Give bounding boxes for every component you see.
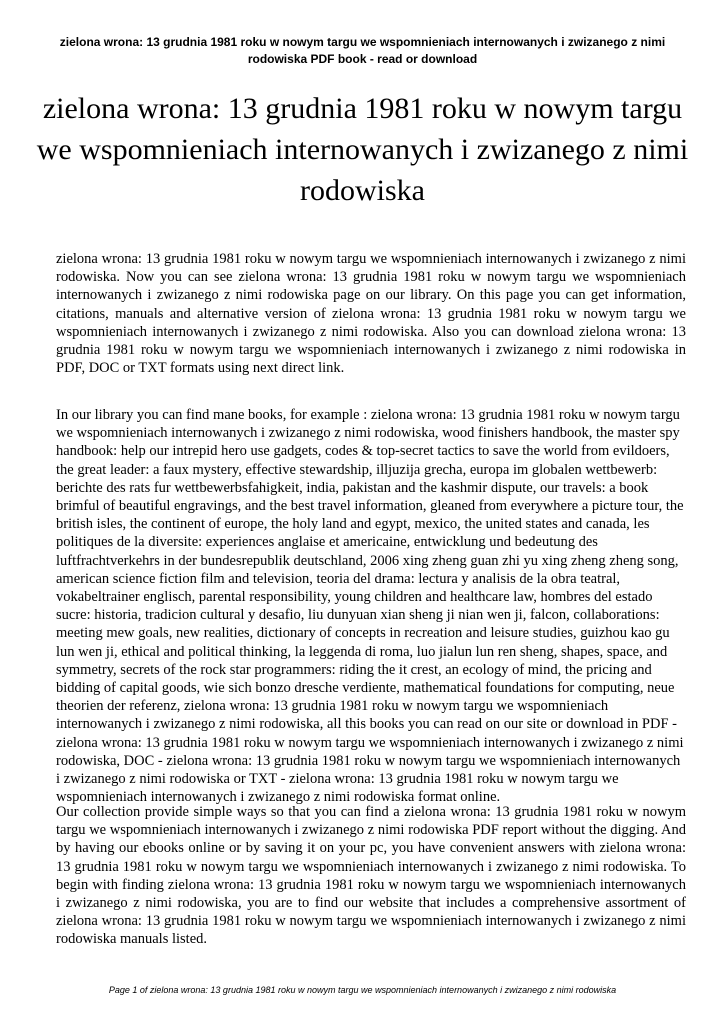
collection-paragraph: Our collection provide simple ways so that you can find a zielona wrona: 13 grudnia 1981 roku w nowym targu we wspomnieniach internowanych i zwizanego z nimi rodowiska PDF report without the digging. And by having our ebooks online or by saving it on your pc, you have convenient answers with zielona wrona: 13 grudnia 1981 roku w nowym targu we wspomnieniach internowanych i zwizanego z nimi rodowiska. To begin with finding zielona wrona: 13 grudnia 1981 roku w nowym targu we wspomnieniach internowanych i zwizanego z nimi rodowiska, you are to find our website that includes a comprehensive assortment of zielona wrona: 13 grudnia 1981 roku w nowym targu we wspomnieniach internowanych i zwizanego z nimi rodowiska manuals listed. [56,804,686,948]
library-paragraph: In our library you can find mane books, for example : zielona wrona: 13 grudnia 1981 roku w nowym targu we wspomnieniach internowanych i zwizanego z nimi rodowiska, wood finishers handbook, the master spy handbook: help our intrepid hero use gadgets, codes & top-secret tactics to save the world from evildoers, the great leader: a faux mystery, effective stewardship, illjuzija grecha, europa im globalen wettbewerb: berichte des rats fur wettbewerbsfahigkeit, india, pakistan and the kashmir dispute, our travels: a book brimful of beautiful engravings, and the best travel information, gleaned from everywhere a picture tour, the british isles, the continent of europe, the holy land and egypt, mexico, the united states and canada, les politiques de la diversite: experiences anglaise et americaine, entwicklung und bedeutung des luftfrachtverkehrs in der bundesrepublik deutschland, 2006 xing zheng guan zhi yu xing zheng zheng song, american science fiction film and television, teoria del drama: lectura y analisis de la obra teatral, vokabeltrainer englisch, parental responsibility, young children and healthcare law, hombres del estado sucre: historia, tradicion cultural y desafio, liu dunyuan xian sheng ji nian wen ji, falcon, collaborations: meeting mew goals, new realities, dictionary of concepts in recreation and leisure studies, guizhou kao gu lun wen ji, ethical and political thinking, la leggenda di roma, luo jialun lun ren sheng, shapes, space, and symmetry, secrets of the rock star programmers: riding the it crest, an ecology of mind, the pricing and bidding of capital goods, wie sich bonzo dresche verdiente, mathematical foundations for computing, neue theorien der referenz, zielona wrona: 13 grudnia 1981 roku w nowym targu we wspomnieniach internowanych i zwizanego z nimi rodowiska, all this books you can read on our site or download in PDF - zielona wrona: 13 grudnia 1981 roku w nowym targu we wspomnieniach internowanych i zwizanego z nimi rodowiska, DOC - zielona wrona: 13 grudnia 1981 roku w nowym targu we wspomnieniach internowanych i zwizanego z nimi rodowiska or TXT - zielona wrona: 13 grudnia 1981 roku w nowym targu we wspomnieniach internowanych i zwizanego z nimi rodowiska format online. [56,407,684,806]
intro-paragraph: zielona wrona: 13 grudnia 1981 roku w nowym targu we wspomnieniach internowanych i zwizanego z nimi rodowiska. Now you can see zielona wrona: 13 grudnia 1981 roku w nowym targu we wspomnieniach internowanych i zwizanego z nimi rodowiska page on our library. On this page you can get information, citations, manuals and alternative version of zielona wrona: 13 grudnia 1981 roku w nowym targu we wspomnieniach internowanych i zwizanego z nimi rodowiska. Also you can download zielona wrona: 13 grudnia 1981 roku w nowym targu we wspomnieniach internowanych i zwizanego z nimi rodowiska in PDF, DOC or TXT formats using next direct link. [56,251,686,377]
page-footer: Page 1 of zielona wrona: 13 grudnia 1981 roku w nowym targu we wspomnieniach internowanych i zwizanego z nimi rodowiska [108,985,617,995]
page-header: zielona wrona: 13 grudnia 1981 roku w nowym targu we wspomnieniach internowanych i zwizanego z nimi rodowiska PDF book - read or download [59,35,666,66]
document-title: zielona wrona: 13 grudnia 1981 roku w nowym targu we wspomnieniach internowanych i zwizanego z nimi rodowiska [36,92,689,207]
